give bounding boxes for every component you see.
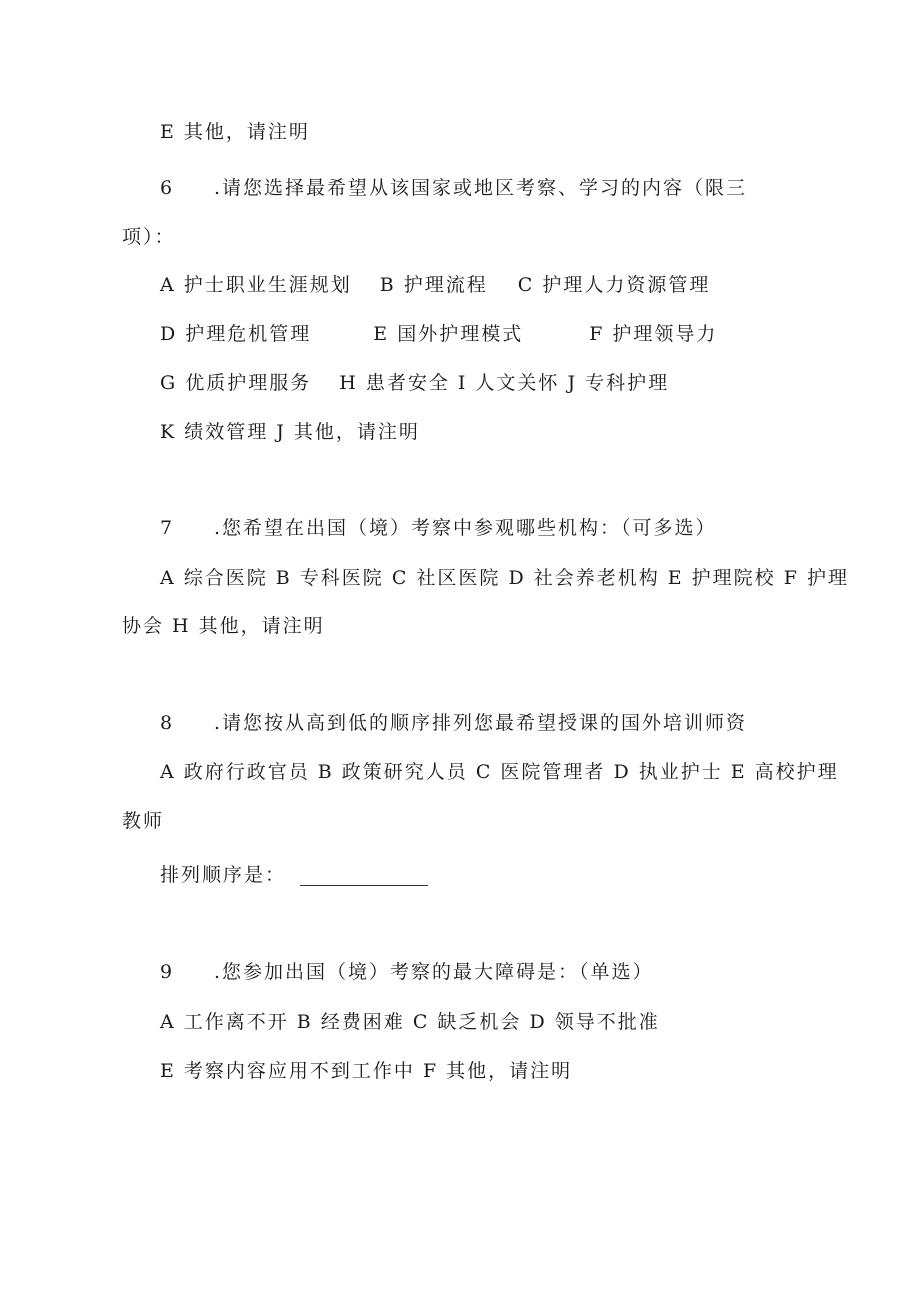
q7-number: 7 — [160, 517, 175, 539]
q6-options-row1 — [160, 271, 710, 299]
q5-option-e: E 其他，请注明 — [160, 121, 310, 143]
q8-options-line2: 教师 — [122, 810, 165, 832]
q6-text-line1: .请您选择最希望从该国家或地区考察、学习的内容（限三 — [214, 177, 748, 199]
q9-number: 9 — [160, 961, 175, 983]
q9-options-line1: A 工作离不开 B 经费困难 C 缺乏机会 D 领导不批准 — [160, 1011, 660, 1033]
q6-option-hij: H 患者安全 I 人文关怀 J 专科护理 — [339, 372, 670, 394]
q7-question — [160, 514, 717, 542]
q7-text: .您希望在出国（境）考察中参观哪些机构：（可多选） — [214, 517, 717, 539]
q6-option-f: F 护理领导力 — [589, 323, 718, 345]
q9-options-line2: E 考察内容应用不到工作中 F 其他，请注明 — [160, 1060, 573, 1082]
q6-option-c: C 护理人力资源管理 — [517, 274, 711, 296]
q6-number: 6 — [160, 177, 175, 199]
q6-option-b: B 护理流程 — [379, 274, 488, 296]
q8-question — [160, 709, 747, 737]
q6-text-line2: 项）： — [122, 226, 176, 248]
q6-option-a: A 护士职业生涯规划 — [160, 274, 352, 296]
q6-options-row2 — [160, 320, 717, 348]
q6-option-d: D 护理危机管理 — [160, 323, 312, 345]
q6-option-e: E 国外护理模式 — [373, 323, 524, 345]
q6-options-row3 — [160, 369, 669, 397]
q6-question — [160, 174, 747, 202]
q8-number: 8 — [160, 712, 175, 734]
q9-text: .您参加出国（境）考察的最大障碍是：（单选） — [214, 961, 654, 983]
q7-options-line1: A 综合医院 B 专科医院 C 社区医院 D 社会养老机构 E 护理院校 F 护理 — [160, 567, 849, 589]
q6-option-g: G 优质护理服务 — [160, 372, 312, 394]
q6-options-row4: K 绩效管理 J 其他，请注明 — [160, 421, 420, 443]
q8-text: .请您按从高到低的顺序排列您最希望授课的国外培训师资 — [214, 712, 748, 734]
q8-order-label: 排列顺序是： — [160, 864, 287, 886]
q9-question — [160, 958, 654, 986]
q8-order-answer-blank[interactable] — [300, 885, 428, 886]
q7-options-line2: 协会 H 其他，请注明 — [122, 615, 325, 637]
q8-options-line1: A 政府行政官员 B 政策研究人员 C 医院管理者 D 执业护士 E 高校护理 — [160, 761, 839, 783]
